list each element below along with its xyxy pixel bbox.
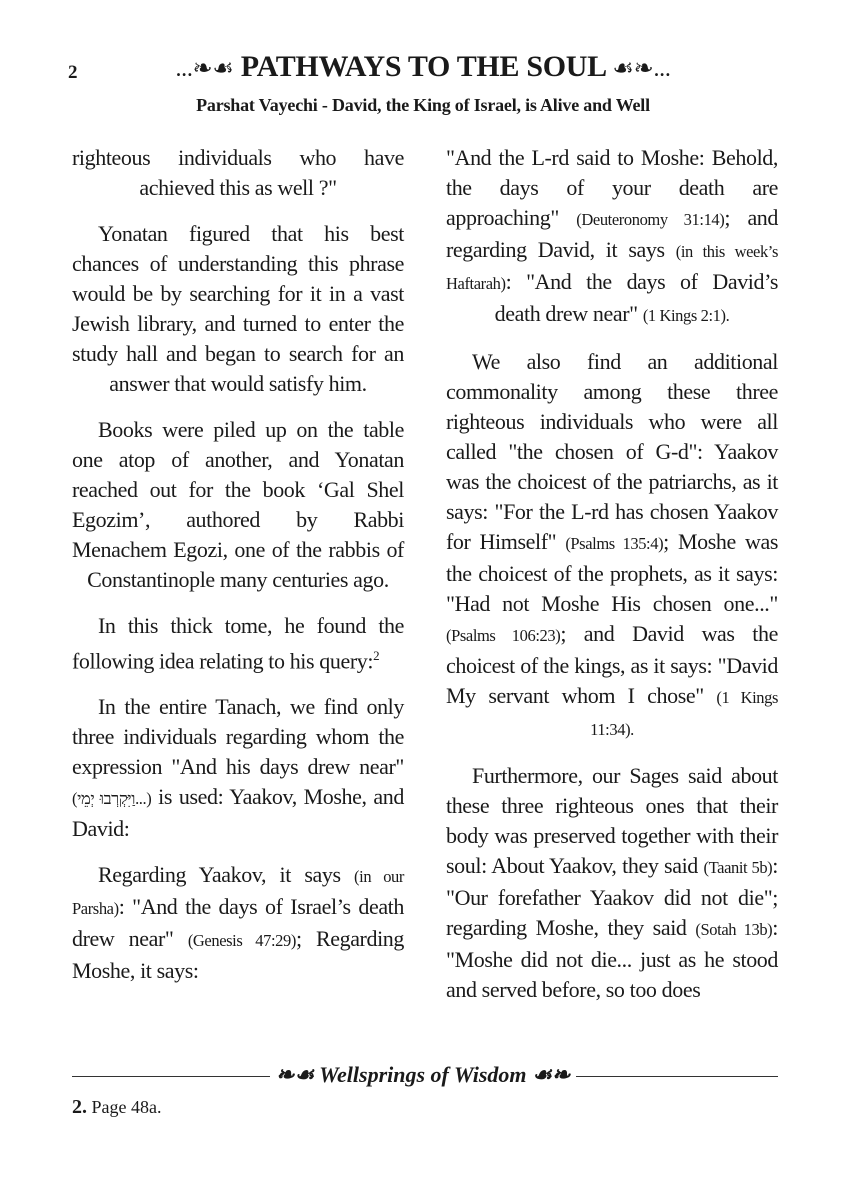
paragraph [446,347,778,745]
text-run: ; Regarding Moshe, it says: [72,926,404,984]
ornament-right-icon: ☙❧... [612,56,671,82]
text-run: "And the L-rd said to Moshe: Behold, the days of your death are approaching" [446,145,778,230]
paragraph [72,143,404,203]
page-number: 2 [68,62,78,83]
text-run: In the entire Tanach, we find only three individuals regarding whom the expression "And his days drew near" [72,694,404,780]
left-column [72,143,404,1002]
footnote-number: 2. [72,1096,87,1118]
text-run: We also find an additional commonality among these three righteous individuals who were all called "the chosen of G-d": Yaakov was the choicest of the patriarchs, as it says: "For the L-rd has chosen Yaakov for Himself" [446,349,778,554]
text-run: is used: Yaakov, Moshe, and David: [72,784,404,842]
paragraph [72,415,404,595]
citation: (1 Kings 11:34). [590,688,778,739]
text-run: ; and David was the choicest of the kings, as it says: "David My servant whom I chose" [446,621,778,708]
citation: (Deuteronomy 31:14) [576,210,725,229]
text-run: : "Our forefather Yaakov did not die"; regarding Moshe, they said [446,853,778,940]
footnote [72,1096,161,1119]
citation: (in our Parsha) [72,867,404,919]
citation: (Sotah 13b) [695,920,773,939]
text-run: ; Moshe was the choicest of the prophets, as it says: "Had not Moshe His chosen one..." [446,529,778,616]
running-title [0,50,846,84]
citation: (1 Kings 2:1). [642,306,730,325]
text-run: Yonatan figured that his best chances of understanding this phrase would be by searching for it in a vast Jewish library, and turned to enter the study hall and began to search for an answer that would satisfy him. [72,221,404,396]
paragraph [446,143,778,331]
text-run: ; and regarding David, it says [446,205,779,262]
text-run: In this thick tome, he found the following idea relating to his query: [72,613,404,674]
text-run: Furthermore, our Sages said about these three righteous ones that their body was preserved together with their soul: About Yaakov, they said [446,763,778,878]
paragraph [72,611,404,676]
text-run: righteous individuals who have achieved this as well ?" [72,145,404,200]
right-column [446,143,778,1021]
text-run: : "And the days of Israel’s death drew near" [72,894,404,952]
footer-label-text: ❧☙ Wellsprings of Wisdom ☙❧ [270,1062,576,1087]
title-text: PATHWAYS TO THE SOUL [240,50,606,83]
text-run: Books were piled up on the table one atop of another, and Yonatan reached out for the book ‘Gal Shel Egozim’, authored by Rabbi Menachem Egozi, one of the rabbis of Constantinople many centuries ago. [72,417,404,592]
chapter-subtitle: Parshat Vayechi - David, the King of Israel, is Alive and Well [196,95,650,115]
footnote-ref: 2 [373,648,380,663]
text-run: Regarding Yaakov, it says [98,862,355,888]
paragraph [446,761,778,1005]
paragraph [72,219,404,399]
citation: (Psalms 106:23) [446,626,561,645]
paragraph [72,692,404,844]
citation: (Psalms 135:4) [565,534,664,553]
citation: (וַיִּקְרְבוּ יְמֵי...) [72,789,152,809]
footer-label [0,1062,846,1088]
text-run: : "And the days of David’s death drew near" [494,269,778,326]
paragraph [72,860,404,986]
text-run: : "Moshe did not die... just as he stood and served before, so too does [446,915,778,1002]
footnote-text: Page 48a. [87,1097,162,1117]
citation: (Genesis 47:29) [187,931,296,951]
citation: (Taanit 5b) [703,858,773,877]
citation: (in this week’s Haftarah) [446,242,778,293]
ornament-left-icon: ...❧☙ [175,56,234,82]
